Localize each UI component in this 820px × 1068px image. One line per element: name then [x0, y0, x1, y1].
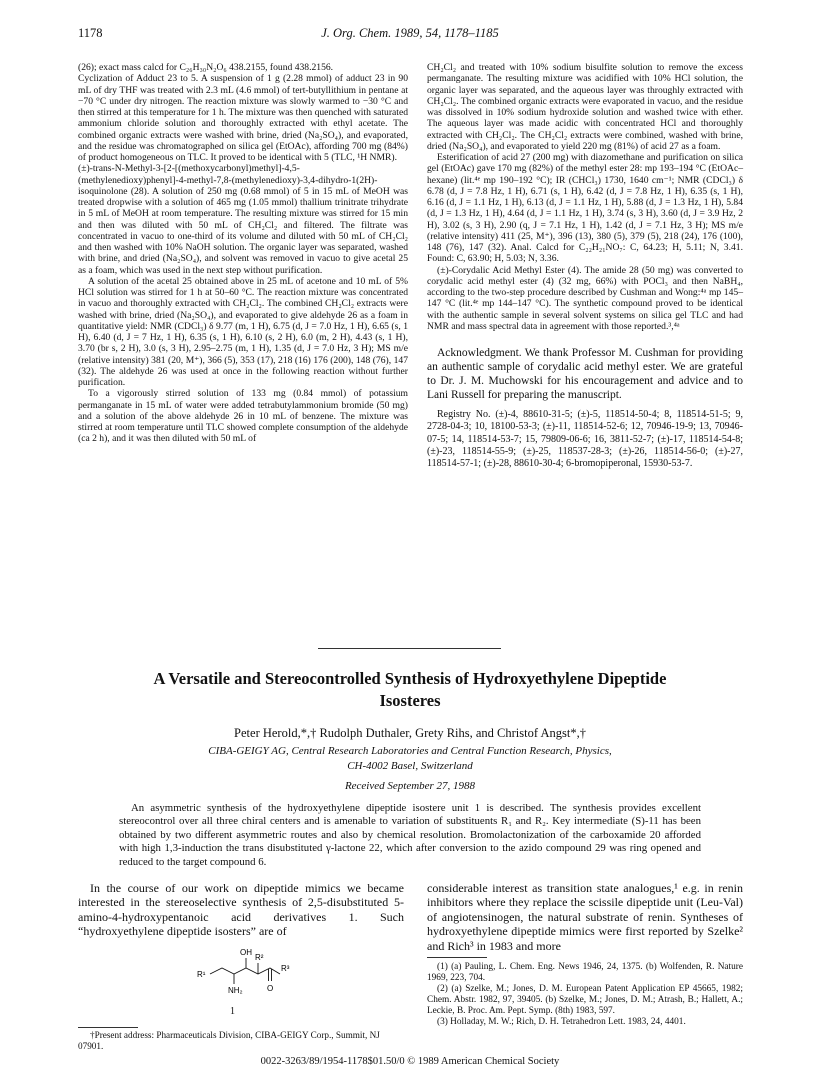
paragraph: (±)-trans-N-Methyl-3-[2-[(methoxycarbonyl)methyl]-4,5-(methylenedioxy)phenyl]-4-methyl-7,8-(methylenedioxy)-3,4-dihydro-1(2H)-isoquinolone (28). A solution of 250 mg (0.68 mmol) of 5 in 15 mL of MeOH was treated dropwise with a solution of 465 mg (1.05 mmol) thallium trinitrate trihydrate in 5 mL of MeOH at room temperature. The resulting mixture was stirred for 15 min and then was diluted with 50 mL of CH₂Cl₂ and filtered. The filtrate was concentrated in vacuo to one-third of its volume and diluted with 50 mL of CH₂Cl₂ and then washed with 10% NaOH solution. The organic layer was separated, washed with brine, and dried (Na₂SO₄), and solvent was removed in vacuo to give acetal 25 as a foam, which was used in the next step without purification.	[78, 163, 408, 276]
chemical-structure-1	[196, 941, 296, 1003]
paragraph: (26); exact mass calcd for C₂₆H₃₀N₂O₆ 438.2155, found 438.2156.	[78, 62, 334, 73]
article-title-line2: Isosteres	[379, 691, 441, 710]
paragraph: Cyclization of Adduct 23 to 5. A suspension of 1 g (2.28 mmol) of adduct 23 in 90 mL of dry THF was treated with 2.3 mL (4.6 mmol) of tert-butyllithium in pentane at −70 °C under dry nitrogen. The reaction mixture was slowly warmed to −30 °C and then stirred at this temperature for 1 h. The mixture was then quenched with saturated ammonium chloride solution and thoroughly extracted with ethyl acetate. The combined organic extracts were washed with brine, dried (Na₂SO₄), and evaporated, and the residue was chromatographed on silica gel (EtOAc), affording 700 mg (84%) of product homogeneous on TLC. It proved to be identical with 5 (TLC, ¹H NMR).	[78, 73, 408, 163]
right-column-prev-article	[427, 62, 743, 470]
r2-label: R²	[255, 953, 264, 962]
footer-code-copyright: 0022-3263/89/1954-1178$01.50/0 © 1989 American Chemical Society	[260, 1056, 560, 1067]
compound-number: 1	[230, 1006, 235, 1017]
paragraph: (±)-Corydalic Acid Methyl Ester (4). The amide 28 (50 mg) was converted to corydalic acid methyl ester (4) (32 mg, 66%) with POCl₃ and then NaBH₄, according to the two-step procedure described by Cushman and Wong:⁴ᵃ mp 145–147 °C (lit.⁴ᵉ mp 144–147 °C). The synthetic compound proved to be identical with the authentic sample in several solvent systems on silica gel TLC and had NMR and mass spectral data in agreement with those reported.³,⁴ᵃ	[427, 264, 743, 332]
intro-paragraph-left: In the course of our work on dipeptide mimics we became interested in the stereoselective synthesis of 2,5-disubstituted 5-amino-4-hydroxypentanoic acid derivatives 1. Such “hydroxyethylene dipeptide isosters” are of	[78, 881, 404, 939]
paragraph: CH₂Cl₂ and treated with 10% sodium bisulfite solution to remove the excess permanganate. The resulting mixture was acidified with 10% HCl solution, the organic layer was separated, and the aqueous layer was throughly extracted with CH₂Cl₂. The combined organic extracts were evaporated in vacuo, and the residue was dissolved in 10% sodium hydroxide solution and washed twice with ether. The aqueous layer was made acidic with concentrated HCl and thoroughly extracted with CH₂Cl₂. The CH₂Cl₂ extracts were combined, washed with brine, dried (Na₂SO₄), and evaporated to yield 220 mg (81%) of acid 27 as a foam.	[427, 62, 743, 152]
o-label: O	[267, 984, 274, 993]
authors: Peter Herold,*,† Rudolph Duthaler, Grety Rihs, and Christof Angst*,†	[234, 726, 586, 740]
references-rule	[427, 957, 487, 958]
journal-citation: J. Org. Chem. 1989, 54, 1178–1185	[321, 26, 499, 40]
reference: (3) Holladay, M. W.; Rich, D. H. Tetrahedron Lett. 1983, 24, 4401.	[437, 1017, 686, 1027]
references	[427, 962, 743, 1028]
reference: (2) (a) Szelke, M.; Jones, D. M. European Patent Application EP 45665, 1982; Chem. Abstr. 1982, 97, 39405. (b) Szelke, M.; Jones, D. M.; Atrash, B.; Hallett, A.; Leckie, B. Proc. Am. Pept. Symp. (8th) 1983, 597.	[427, 984, 743, 1016]
paragraph: A solution of the acetal 25 obtained above in 25 mL of acetone and 10 mL of 5% HCl solution was stirred for 1 h at 50–60 °C. The reaction mixture was concentrated in vacuo and thoroughly extracted with CH₂Cl₂. The combined CH₂Cl₂ extracts were washed with brine, dried (Na₂SO₄), and evaporated to give aldehyde 26 as a foam in quantitative yield: NMR (CDCl₃) δ 9.77 (m, 1 H), 6.75 (d, J = 7.0 Hz, 1 H), 6.65 (s, 1 H), 6.40 (d, J = 7 Hz, 1 H), 6.35 (s, 1 H), 6.10 (s, 2 H), 6.0 (m, 2 H), 4.43 (s, 1 H), 3.70 (br s, 2 H), 3.0 (s, 3 H), 2.95–2.75 (m, 1 H), 1.35 (d, J = 7.0 Hz, 3 H); MS m/e (relative intensity) 381 (20, M⁺), 366 (5), 353 (17), 218 (16) 176 (200), 148 (76), 147 (32). The aldehyde 26 was used at once in the following reaction without further purification.	[78, 275, 408, 388]
reference: (1) (a) Pauling, L. Chem. Eng. News 1946, 24, 1375. (b) Wolfenden, R. Nature 1969, 223, 704.	[427, 962, 743, 983]
footnote-rule	[78, 1027, 138, 1028]
intro-paragraph-right: considerable interest as transition state analogues,¹ e.g. in renin inhibitors where they replace the scissile dipeptide unit (Leu-Val) of angiotensinogen, the natural substrate of renin. Syntheses of hydroxyethylene dipeptide mimics were first reported by Szelke² and Rich³ in 1983 and more	[427, 881, 743, 953]
section-divider	[318, 648, 501, 649]
registry-numbers: Registry No. (±)-4, 88610-31-5; (±)-5, 118514-50-4; 8, 118514-51-5; 9, 2728-04-3; 10, 18100-53-3; (±)-11, 118514-52-6; 12, 70946-19-9; 13, 70946-07-5; 14, 118514-53-7; 15, 79809-06-6; 16, 3811-52-7; (±)-17, 118514-54-8; (±)-23, 118514-55-9; (±)-25, 118537-28-3; (±)-26, 118514-56-0; (±)-27, 118514-57-1; (±)-28, 88610-30-4; 6-bromopiperonal, 15930-53-7.	[427, 409, 743, 470]
abstract: An asymmetric synthesis of the hydroxyethylene dipeptide isostere unit 1 is described. The synthesis provides excellent stereocontrol over all three chiral centers and is amenable to variation of substituents R₁ and R₂. Key intermediate (S)-11 has been obtained by two different asymmetric routes and also by chemical resolution. Bromolactonization of the carboxamide 20 afforded with high 1,3-induction the trans disubstituted γ-lactone 22, which after conversion to the azido compound 29 was ring opened and reduced to the target compound 6.	[119, 802, 701, 868]
paragraph: To a vigorously stirred solution of 133 mg (0.84 mmol) of potassium permanganate in 15 mL of water were added tetrabutylammonium bromide (50 mg) and a solution of the above aldehyde 26 in 10 mL of benzene. The mixture was stirred at room temperature until TLC showed complete consumption of the aldehyde (ca 2 h), and it was then diluted with 50 mL of	[78, 388, 408, 445]
footnote-present-address: †Present address: Pharmaceuticals Division, CIBA-GEIGY Corp., Summit, NJ 07901.	[78, 1030, 380, 1051]
page-number: 1178	[78, 26, 103, 40]
paragraph: Esterification of acid 27 (200 mg) with diazomethane and purification on silica gel (EtOAc) gave 170 mg (82%) of the methyl ester 28: mp 193–194 °C (EtOAc–hexane) (lit.⁴ᵉ mp 190–192 °C); IR (CHCl₃) 1730, 1640 cm⁻¹; NMR (CDCl₃) δ 6.78 (d, J = 7.8 Hz, 1 H), 6.71 (s, 1 H), 6.42 (d, J = 7.8 Hz, 1 H), 6.35 (s, 1 H), 6.16 (d, J = 1.1 Hz, 1 H), 6.13 (d, J = 1.1 Hz, 1 H), 5.88 (d, J = 1.3 Hz, 1 H), 5.84 (d, J = 1.3 Hz, 1 H), 4.64 (d, J = 1.1 Hz, 1 H), 3.74 (s, 3 H), 3.60 (d, J = 3.9 Hz, 2 H), 3.02 (s, 3 H), 2.90 (q, J = 7.1 Hz, 1 H), 1.42 (d, J = 7.1 Hz, 3 H); MS m/e (relative intensity) 411 (25, M⁺), 396 (13), 380 (5), 379 (5), 218 (24), 176 (100), 148 (76), 147 (32). Anal. Calcd for C₂₂H₂₁NO₇: C, 64.23; H, 5.11; N, 3.41. Found: C, 63.90; H, 5.03; N, 3.36.	[427, 152, 743, 265]
running-header	[78, 26, 742, 44]
r3-label: R³	[281, 964, 290, 973]
affiliation: CIBA-GEIGY AG, Central Research Laboratories and Central Function Research, Physics,	[208, 745, 612, 757]
left-column-prev-article	[78, 62, 408, 445]
received-date: Received September 27, 1988	[344, 780, 476, 792]
acknowledgment: Acknowledgment. We thank Professor M. Cushman for providing an authentic sample of corydalic acid methyl ester. We are grateful to Dr. J. M. Muchowski for his encouragement and advice and to Lani Russell for preparing the manuscript.	[427, 347, 743, 401]
nh2-label: NH₂	[228, 986, 243, 995]
r1-label: R¹	[197, 970, 206, 979]
oh-label: OH	[240, 948, 252, 957]
article-title-line1: A Versatile and Stereocontrolled Synthesis of Hydroxyethylene Dipeptide	[153, 669, 667, 688]
affiliation-address: CH-4002 Basel, Switzerland	[347, 760, 473, 772]
